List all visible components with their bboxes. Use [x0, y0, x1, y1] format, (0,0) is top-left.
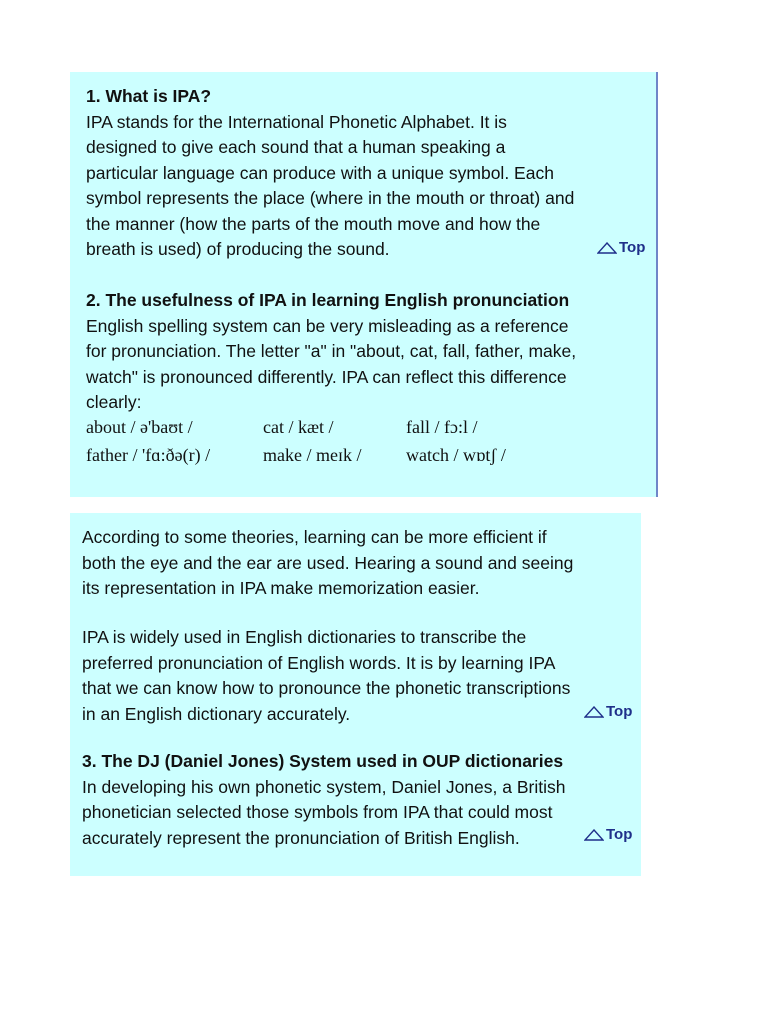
back-to-top-link[interactable] [584, 826, 632, 843]
up-triangle-icon [597, 242, 617, 254]
paragraph-dictionaries [82, 625, 570, 727]
section-1 [86, 84, 574, 263]
section-2-line: English spelling system can be very misleading as a reference [86, 315, 569, 336]
ipa-example: make / meɪk / [263, 445, 362, 465]
paragraph-theories [82, 525, 573, 602]
section-2-heading: 2. The usefulness of IPA in learning English pronunciation [86, 290, 570, 310]
ipa-example: fall / fɔ:l / [406, 417, 478, 437]
section-3-line: accurately represent the pronunciation of British English. [82, 827, 520, 848]
section-2-line: for pronunciation. The letter "a" in "about, cat, fall, father, make, [86, 341, 577, 361]
back-to-top-link[interactable] [584, 703, 632, 720]
section-1-heading: 1. What is IPA? [86, 86, 212, 106]
top-link-label: Top [606, 703, 633, 720]
up-triangle-icon [584, 829, 604, 841]
section-3 [82, 749, 565, 851]
ipa-example: watch / wɒtʃ / [406, 445, 506, 465]
ipa-example: about / ə'baʊt / [86, 417, 193, 437]
section-3-line: phonetician selected those symbols from IPA that could most [82, 802, 553, 822]
section-3-line: In developing his own phonetic system, Daniel Jones, a British [82, 776, 566, 797]
top-link-label: Top [606, 826, 633, 843]
section-2 [86, 288, 576, 416]
paragraph-line: both the eye and the ear are used. Hearing a sound and seeing [82, 552, 574, 573]
ipa-example: cat / kæt / [263, 417, 334, 437]
paragraph-line: preferred pronunciation of English words. It is by learning IPA [82, 652, 556, 673]
content-panel-2 [70, 513, 641, 876]
paragraph-line: in an English dictionary accurately. [82, 703, 351, 724]
section-2-line: clearly: [86, 392, 142, 412]
section-1-line: the manner (how the parts of the mouth move and how the [86, 213, 541, 234]
section-3-heading: 3. The DJ (Daniel Jones) System used in OUP dictionaries [82, 751, 564, 771]
section-1-line: symbol represents the place (where in the mouth or throat) and [86, 188, 575, 208]
ipa-example: father / 'fɑ:ðə(r) / [86, 445, 211, 465]
top-link-label: Top [619, 239, 646, 256]
section-1-line: designed to give each sound that a human speaking a [86, 137, 506, 157]
paragraph-line: IPA is widely used in English dictionaries to transcribe the [82, 627, 527, 647]
content-panel-1 [70, 72, 658, 497]
section-2-line: watch" is pronounced differently. IPA can reflect this difference [86, 366, 567, 387]
paragraph-line: its representation in IPA make memorization easier. [82, 578, 480, 598]
section-1-line: IPA stands for the International Phonetic Alphabet. It is [86, 111, 507, 132]
section-1-line: breath is used) of producing the sound. [86, 239, 390, 259]
up-triangle-icon [584, 706, 604, 718]
paragraph-line: According to some theories, learning can be more efficient if [82, 527, 547, 547]
paragraph-line: that we can know how to pronounce the phonetic transcriptions [82, 678, 571, 698]
back-to-top-link[interactable] [597, 239, 645, 256]
section-1-line: particular language can produce with a unique symbol. Each [86, 162, 554, 183]
